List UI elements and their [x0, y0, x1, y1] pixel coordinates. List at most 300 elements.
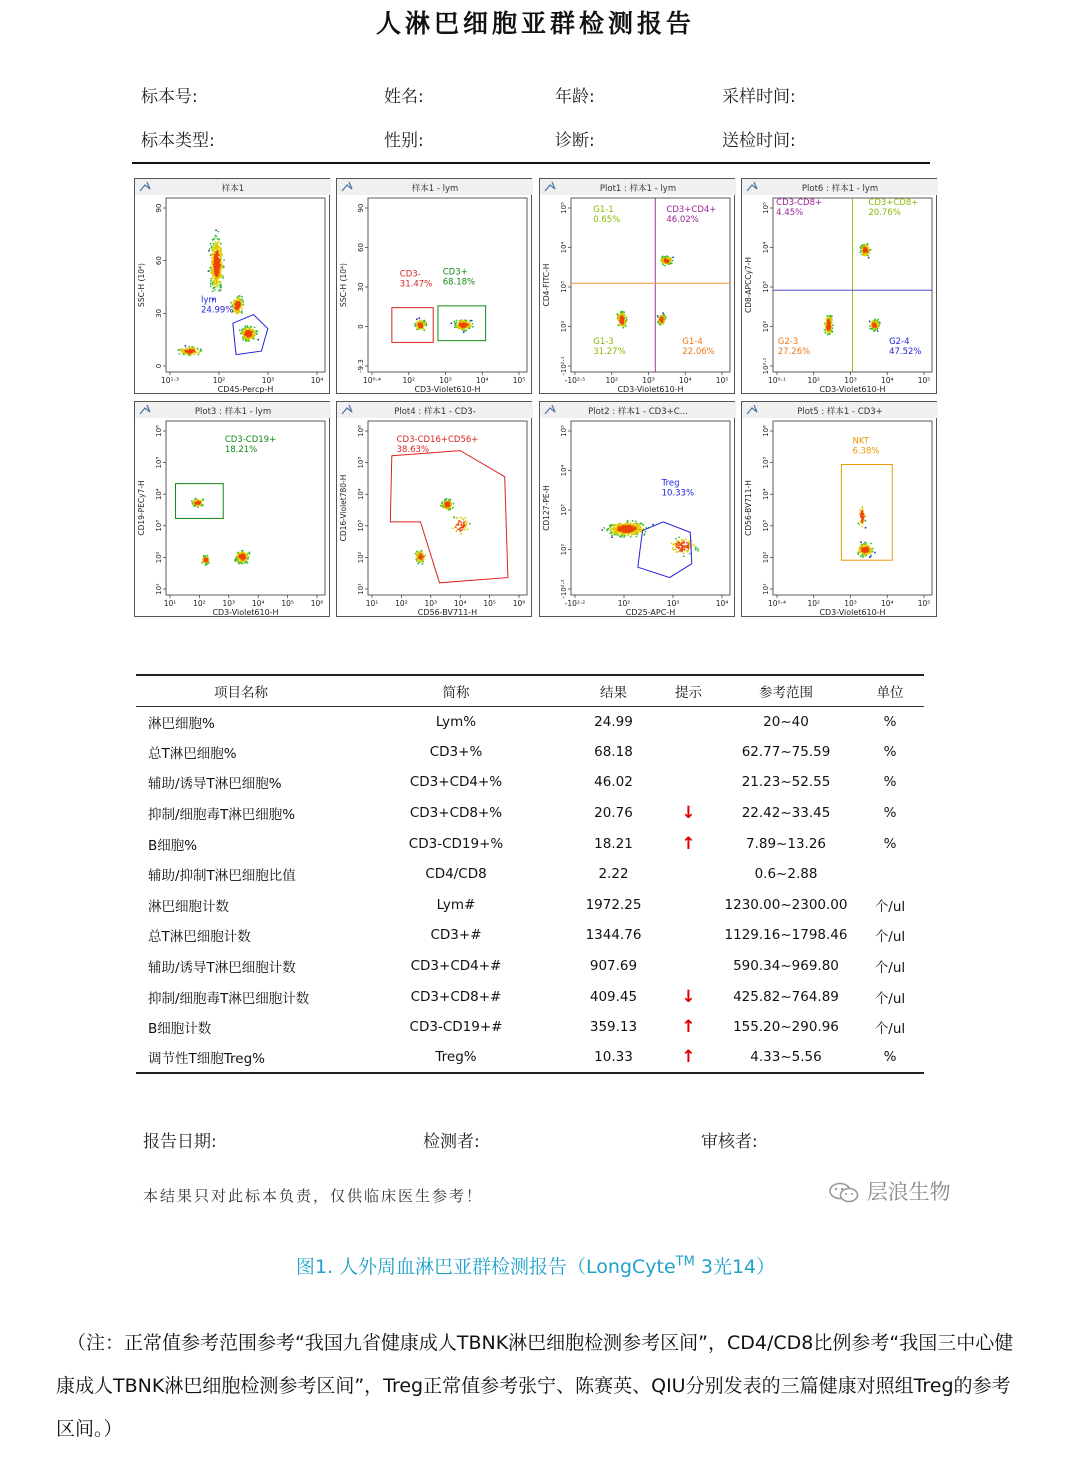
caption-trademark: TM [675, 1254, 695, 1270]
event-dot [215, 276, 217, 278]
event-dot [253, 331, 255, 333]
submit-time-label: 送检时间: [722, 131, 796, 151]
event-dot [242, 301, 244, 303]
event-dot [257, 339, 259, 341]
cell-abbr: CD3+CD8+# [410, 988, 502, 1005]
event-dot [215, 274, 217, 276]
event-dot [608, 528, 610, 530]
x-tick-label: 10² [807, 376, 821, 385]
gate-value: 22.06% [682, 347, 715, 358]
event-dot [217, 272, 219, 274]
event-dot [447, 505, 449, 507]
event-dot [467, 529, 469, 531]
x-tick-label: 10⁴ [715, 599, 729, 608]
event-dot [626, 521, 628, 523]
event-dot [211, 247, 213, 249]
event-dot [621, 313, 623, 315]
results-table [136, 674, 924, 1074]
event-dot [453, 503, 455, 505]
x-axis-label: CD45-Percp-H [217, 385, 274, 394]
event-dot [688, 547, 690, 549]
event-dot [672, 547, 674, 549]
event-dot [623, 532, 625, 534]
gate-value: 68.18% [442, 277, 476, 288]
table-row [136, 706, 924, 737]
y-axis-label: CD19-PECy7-H [137, 480, 146, 536]
event-dot [241, 307, 243, 309]
cell-abbr: Treg% [346, 1043, 566, 1074]
event-dot [623, 324, 625, 326]
event-dot [681, 550, 683, 552]
event-dot [217, 282, 219, 284]
event-dot [601, 529, 603, 531]
event-dot [623, 315, 625, 317]
event-dot [829, 328, 831, 330]
event-dot [678, 545, 680, 547]
event-dot [864, 550, 866, 552]
plot-title: Plot6 : 样本1 - lym [801, 184, 879, 194]
event-dot [660, 315, 662, 317]
event-dot [179, 349, 181, 351]
x-tick-label: 10⁴ [453, 599, 467, 608]
event-dot [870, 543, 872, 545]
y-tick-label: 10¹ [762, 583, 770, 595]
cell-reference-range: 425.82~764.89 [733, 988, 839, 1005]
event-dot [676, 551, 678, 553]
event-dot [615, 529, 617, 531]
y-tick-label: 90 [155, 203, 163, 213]
gate-value: 24.99% [200, 305, 234, 316]
event-dot [664, 319, 666, 321]
event-dot [242, 328, 244, 330]
event-dot [235, 556, 237, 558]
x-tick-label: 10² [807, 599, 821, 608]
event-dot [219, 239, 221, 241]
event-dot [636, 533, 638, 535]
gate-value: 27.26% [777, 347, 811, 358]
event-dot [190, 347, 192, 349]
event-dot [826, 327, 828, 329]
figure-caption [0, 1252, 1071, 1279]
event-dot [219, 281, 221, 283]
event-dot [214, 281, 216, 283]
cell-reference-range: 1129.16~1798.46 [724, 927, 848, 944]
plot-title: Plot4 : 样本1 - CD3- [394, 407, 476, 417]
event-dot [670, 260, 672, 262]
x-axis-label: CD3-Violet610-H [617, 385, 684, 394]
cell-abbr: CD3+CD4+% [409, 774, 503, 791]
event-dot [621, 316, 623, 318]
event-dot [860, 521, 862, 523]
wechat-name: 层浪生物 [866, 1180, 951, 1204]
event-dot [189, 352, 191, 354]
sex-label: 性别: [384, 131, 424, 151]
event-dot [657, 316, 659, 318]
event-dot [676, 543, 678, 545]
event-dot [618, 530, 620, 532]
plot-svg [742, 402, 938, 618]
event-dot [240, 561, 242, 563]
event-dot [210, 283, 212, 285]
event-dot [215, 269, 217, 271]
plot-svg [337, 402, 533, 618]
event-dot [688, 541, 690, 543]
event-dot [247, 335, 249, 337]
y-axis-label: CD127-PE-H [542, 485, 551, 531]
header-item: 项目名称 [136, 675, 346, 706]
plot-panel [336, 401, 532, 617]
event-dot [683, 555, 685, 557]
y-tick-label: 10³ [155, 519, 163, 532]
event-dot [633, 528, 635, 530]
event-dot [661, 320, 663, 322]
x-tick-label: 10⁴ [678, 376, 692, 385]
x-tick-label: 10⁴ [880, 376, 894, 385]
y-tick-label: 10⁵ [560, 425, 568, 437]
event-dot [825, 332, 827, 334]
event-dot [860, 250, 862, 252]
event-dot [247, 556, 249, 558]
event-dot [423, 323, 425, 325]
event-dot [860, 551, 862, 553]
y-tick-label: -9.3 [357, 359, 365, 373]
cell-unit: % [883, 743, 897, 760]
event-dot [672, 260, 674, 262]
y-tick-label: 30 [357, 282, 365, 292]
event-dot [183, 350, 185, 352]
event-dot [867, 250, 869, 252]
event-dot [242, 304, 244, 306]
event-dot [239, 295, 241, 297]
event-dot [236, 298, 238, 300]
cell-abbr: CD4/CD8 [425, 866, 487, 883]
event-dot [212, 262, 214, 264]
event-dot [210, 254, 212, 256]
event-dot [862, 554, 864, 556]
event-dot [617, 314, 619, 316]
event-dot [423, 558, 425, 560]
event-dot [419, 324, 421, 326]
event-dot [460, 527, 462, 529]
event-dot [233, 302, 235, 304]
event-dot [867, 548, 869, 550]
event-dot [606, 530, 608, 532]
plot-area [166, 198, 325, 372]
x-tick-label: 10⁰·⁴ [363, 376, 381, 385]
event-dot [622, 320, 624, 322]
event-dot [216, 244, 218, 246]
event-dot [213, 266, 215, 268]
event-dot [193, 505, 195, 507]
event-dot [243, 561, 245, 563]
event-dot [458, 320, 460, 322]
event-dot [443, 507, 445, 509]
event-dot [240, 305, 242, 307]
event-dot [472, 323, 474, 325]
event-dot [446, 498, 448, 500]
event-dot [861, 526, 863, 528]
gate-value: 6.38% [852, 446, 880, 457]
event-dot [446, 502, 448, 504]
gate-name: NKT [852, 436, 869, 447]
event-dot [215, 241, 217, 243]
event-dot [450, 504, 452, 506]
x-tick-label: 10⁴ [251, 599, 265, 608]
event-dot [832, 331, 834, 333]
event-dot [873, 321, 875, 323]
event-dot [830, 324, 832, 326]
event-dot [630, 536, 632, 538]
plot-svg [135, 402, 331, 618]
event-dot [453, 321, 455, 323]
event-dot [244, 325, 246, 327]
event-dot [609, 524, 611, 526]
gate-name: G1-3 [593, 337, 614, 348]
event-dot [455, 322, 457, 324]
event-dot [418, 317, 420, 319]
event-dot [193, 354, 195, 356]
event-dot [695, 546, 697, 548]
event-dot [695, 549, 697, 551]
x-tick-label: 10¹·³ [161, 376, 179, 385]
specimen-no-label: 标本号: [141, 87, 198, 107]
event-dot [460, 524, 462, 526]
event-dot [860, 549, 862, 551]
x-tick-label: 10⁴ [880, 599, 894, 608]
event-dot [456, 517, 458, 519]
gate-name: Treg [661, 478, 680, 489]
gate-name: CD3-CD8+ [776, 197, 823, 208]
event-dot [217, 231, 219, 233]
event-dot [864, 245, 866, 247]
cell-unit: 个/ul [874, 1021, 906, 1038]
event-dot [237, 559, 239, 561]
event-dot [824, 329, 826, 331]
event-dot [629, 523, 631, 525]
event-dot [418, 560, 420, 562]
x-tick-label: 10⁶ [310, 599, 324, 608]
event-dot [862, 544, 864, 546]
event-dot [611, 536, 613, 538]
event-dot [678, 548, 680, 550]
x-tick-label: 10⁵ [917, 599, 931, 608]
event-dot [831, 319, 833, 321]
event-dot [234, 310, 236, 312]
event-dot [208, 250, 210, 252]
event-dot [251, 331, 253, 333]
event-dot [462, 518, 464, 520]
caption-main: 图1. 人外周血淋巴亚群检测报告（LongCyte [295, 1256, 676, 1278]
wechat-watermark [828, 1176, 951, 1206]
event-dot [205, 558, 207, 560]
event-dot [241, 557, 243, 559]
cell-unit: 个/ul [874, 898, 906, 915]
event-dot [619, 535, 621, 537]
event-dot [216, 280, 218, 282]
plot-title: Plot1 : 样本1 - lym [599, 184, 677, 194]
event-dot [675, 538, 677, 540]
header-abbr: 简称 [346, 675, 566, 706]
event-dot [862, 517, 864, 519]
event-dot [865, 542, 867, 544]
cell-hint [661, 890, 716, 921]
event-dot [869, 546, 871, 548]
event-dot [876, 321, 878, 323]
event-dot [469, 320, 471, 322]
event-dot [458, 524, 460, 526]
event-dot [618, 523, 620, 525]
header-divider [132, 162, 930, 164]
event-dot [660, 316, 662, 318]
y-tick-label: 10⁶ [762, 425, 770, 437]
event-dot [870, 249, 872, 251]
table-row [136, 1043, 924, 1074]
event-dot [831, 322, 833, 324]
event-dot [192, 503, 194, 505]
event-dot [825, 318, 827, 320]
event-dot [864, 553, 866, 555]
event-dot [866, 245, 868, 247]
event-dot [238, 305, 240, 307]
y-tick-label: 10⁵ [762, 456, 770, 469]
y-tick-label: 30 [155, 308, 163, 318]
event-dot [220, 287, 222, 289]
event-dot [636, 524, 638, 526]
event-dot [877, 328, 879, 330]
event-dot [216, 286, 218, 288]
table-row [136, 1012, 924, 1043]
x-tick-label: 10³ [642, 376, 655, 385]
event-dot [658, 323, 660, 325]
event-dot [652, 524, 654, 526]
cell-abbr: CD3-CD19+% [408, 835, 504, 852]
event-dot [634, 525, 636, 527]
event-dot [442, 504, 444, 506]
event-dot [216, 278, 218, 280]
event-dot [207, 563, 209, 565]
event-dot [193, 501, 195, 503]
table-row [136, 859, 924, 890]
event-dot [456, 320, 458, 322]
event-dot [246, 329, 248, 331]
event-dot [623, 529, 625, 531]
event-dot [635, 531, 637, 533]
y-tick-label: 10³ [560, 504, 568, 516]
event-dot [220, 276, 222, 278]
x-tick-label: 10¹ [163, 599, 177, 608]
header-range: 参考范围 [716, 675, 856, 706]
event-dot [469, 523, 471, 525]
cell-item-name: 辅助/抑制T淋巴细胞比值 [148, 868, 296, 885]
cell-result: 20.76 [594, 805, 633, 822]
diagnosis-label: 诊断: [555, 131, 595, 151]
event-dot [246, 553, 248, 555]
event-dot [623, 525, 625, 527]
cell-hint [661, 737, 716, 768]
event-dot [685, 545, 687, 547]
event-dot [871, 548, 873, 550]
event-dot [877, 323, 879, 325]
event-dot [217, 238, 219, 240]
x-tick-label: 10³ [261, 376, 275, 385]
event-dot [252, 338, 254, 340]
event-dot [869, 549, 871, 551]
y-tick-label: 10³ [762, 519, 770, 532]
y-tick-label: 60 [155, 256, 163, 266]
y-axis-label: CD8-APCCy7-H [744, 256, 753, 314]
event-dot [869, 552, 871, 554]
cell-result: 68.18 [594, 743, 633, 760]
event-dot [626, 317, 628, 319]
event-dot [469, 322, 471, 324]
event-dot [215, 258, 217, 260]
cell-item-name: 调节性T细胞Treg% [136, 1043, 346, 1074]
event-dot [867, 243, 869, 245]
y-tick-label: 10⁵ [155, 456, 163, 469]
event-dot [671, 543, 673, 545]
event-dot [662, 262, 664, 264]
event-dot [669, 263, 671, 265]
cell-reference-range: 20~40 [763, 713, 809, 730]
gate-value: 31.27% [593, 347, 626, 358]
cell-result: 1972.25 [585, 896, 642, 913]
event-dot [205, 560, 207, 562]
cell-result: 2.22 [598, 866, 629, 883]
event-dot [196, 352, 198, 354]
y-tick-label: 10⁵ [762, 202, 770, 214]
event-dot [619, 525, 621, 527]
event-dot [463, 526, 465, 528]
event-dot [831, 327, 833, 329]
y-tick-label: 10¹ [357, 583, 365, 595]
event-dot [867, 247, 869, 249]
plot-svg [540, 402, 736, 618]
x-tick-label: 10⁵ [483, 599, 496, 608]
event-dot [453, 516, 455, 518]
event-dot [875, 329, 877, 331]
event-dot [686, 542, 688, 544]
cell-abbr: CD3-CD19+# [409, 1019, 503, 1036]
event-dot [448, 509, 450, 511]
x-axis-label: CD3-Violet610-H [414, 385, 481, 394]
event-dot [863, 249, 865, 251]
event-dot [861, 550, 863, 552]
event-dot [630, 526, 632, 528]
y-tick-label: 10² [762, 320, 770, 333]
event-dot [636, 536, 638, 538]
event-dot [238, 299, 240, 301]
event-dot [190, 350, 192, 352]
event-dot [466, 522, 468, 524]
event-dot [220, 284, 222, 286]
cell-reference-range: 22.42~33.45 [741, 805, 831, 822]
event-dot [215, 283, 217, 285]
gate-value: 46.02% [666, 214, 699, 225]
x-tick-label: 10² [402, 376, 416, 385]
event-dot [471, 320, 473, 322]
event-dot [626, 531, 628, 533]
event-dot [638, 530, 640, 532]
y-tick-label: 0 [155, 363, 163, 369]
cell-result: 1344.76 [585, 927, 642, 944]
plot-panel [539, 401, 735, 617]
report-date-label: 报告日期: [143, 1132, 217, 1152]
event-dot [663, 321, 665, 323]
x-tick-label: 10⁰·¹ [768, 376, 786, 385]
event-dot [418, 553, 420, 555]
event-dot [245, 559, 247, 561]
cell-item-name: 淋巴细胞计数 [148, 898, 229, 915]
